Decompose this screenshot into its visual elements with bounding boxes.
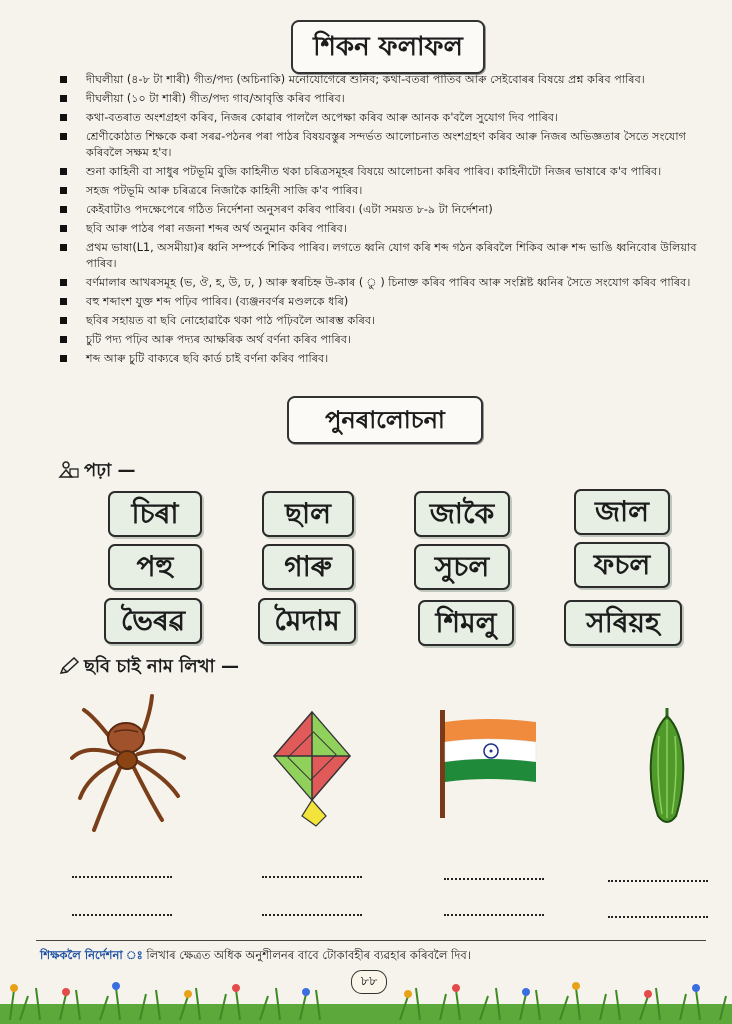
gourd-icon — [644, 706, 690, 828]
review-title: পুনৰালোচনা — [287, 396, 483, 444]
list-item — [60, 221, 710, 237]
list-item — [60, 129, 710, 160]
outcome-text: কথা-বতৰাত অংশগ্ৰহণ কৰিব, নিজৰ কোৱাৰ পাললৈ অপেক্ষা কৰিব আৰু আনক ক'বলৈ সুযোগ দিব পাৰিব। — [86, 111, 559, 125]
read-heading-label: পঢ়া — — [84, 460, 136, 481]
outcome-text: ছবিৰ সহায়ত বা ছবি নোহোৱাকৈ থকা পাঠ পঢ়িবলৈ আৰম্ভ কৰিব। — [86, 314, 376, 328]
spider-icon — [66, 688, 190, 838]
word-card: গাৰু — [262, 544, 354, 590]
pencil-icon — [58, 657, 80, 675]
list-item — [60, 164, 710, 180]
bullet-icon — [60, 76, 67, 83]
learning-outcomes-list — [60, 72, 710, 370]
word-card: জাল — [574, 489, 670, 535]
word-card: জাকৈ — [414, 491, 510, 537]
bullet-icon — [60, 336, 67, 343]
outcome-text: শুনা কাহিনী বা সাধুৰ পটভূমি বুজি কাহিনীত থকা চৰিত্ৰসমূহৰ বিষয়ে আলোচনা কৰিব পাৰিব। কাহিনীটো নিজৰ ভাষাৰে ক'ব পাৰিব। — [86, 164, 662, 178]
list-item — [60, 240, 710, 271]
kite-icon — [266, 708, 358, 830]
learning-outcomes-title: শিকন ফলাফল — [291, 20, 485, 74]
outcome-text: বহু শব্দাংশ যুক্ত শব্দ পঢ়িব পাৰিব। (ব্যঞ্জনবৰ্ণৰ মণ্ডলকে ধৰি) — [86, 294, 349, 308]
bullet-icon — [60, 225, 67, 232]
outcome-text: চুটি পদ্য পঢ়িব আৰু পদ্যৰ আক্ষৰিক অৰ্থ বৰ্ণনা কৰিব পাৰিব। — [86, 333, 352, 347]
list-item — [60, 313, 710, 329]
bullet-icon — [60, 279, 67, 286]
answer-line[interactable] — [262, 876, 362, 878]
answer-line[interactable] — [262, 914, 362, 916]
word-card: সুচল — [414, 544, 510, 590]
teacher-note-label: শিক্ষকলৈ নিৰ্দেশনা ঃ — [40, 948, 143, 962]
word-card: শিমলু — [418, 600, 514, 646]
bullet-icon — [60, 95, 67, 102]
footer-divider — [36, 940, 706, 941]
answer-line[interactable] — [444, 914, 544, 916]
outcome-text: শ্ৰেণীকোঠাত শিক্ষকে কৰা সৰৱ-পঠনৰ পৰা পাঠৰ বিষয়বস্তুৰ সন্দৰ্ভত আলোচনাত অংশগ্ৰহণ কৰিব আৰু নিজৰ অভিজ্ঞতাৰ সৈতে সংযোগ কৰিবলৈ সক্ষম হ'ব। — [86, 130, 686, 159]
page-number: ৮৮ — [351, 970, 387, 994]
list-item — [60, 294, 710, 310]
list-item — [60, 91, 710, 107]
word-card: চিৰা — [108, 491, 202, 537]
outcome-text: ছবি আৰু পাঠৰ পৰা নজনা শব্দৰ অৰ্থ অনুমান কৰিব পাৰিব। — [86, 222, 347, 236]
bullet-icon — [60, 168, 67, 175]
answer-line[interactable] — [72, 876, 172, 878]
bullet-icon — [60, 206, 67, 213]
answer-line[interactable] — [608, 916, 708, 918]
answer-line[interactable] — [72, 914, 172, 916]
bullet-icon — [60, 244, 67, 251]
bullet-icon — [60, 114, 67, 121]
list-item — [60, 72, 710, 88]
list-item — [60, 202, 710, 218]
list-item — [60, 351, 710, 367]
bullet-icon — [60, 355, 67, 362]
outcome-text: বৰ্ণমালাৰ আখৰসমূহ (ভ, ঔ, হ, উ, ঢ, ) আৰু স্বৰচিহ্ন উ-কাৰ ( ু ) চিনাক্ত কৰিব পাৰিব আৰু সংশ্লিষ্ট ধ্বনিৰ সৈতে সংযোগ কৰিব পাৰিব। — [86, 275, 691, 289]
teacher-note-text: লিখাৰ ক্ষেত্ৰত অধিক অনুশীলনৰ বাবে টোকাবহীৰ ব্যৱহাৰ কৰিবলৈ দিব। — [146, 948, 471, 962]
answer-line[interactable] — [444, 878, 544, 880]
write-heading-label: ছবি চাই নাম লিখা — — [84, 656, 239, 677]
outcome-text: সহজ পটভূমি আৰু চৰিত্ৰৰে নিজাকৈ কাহিনী সাজি ক'ব পাৰিব। — [86, 183, 363, 197]
bullet-icon — [60, 317, 67, 324]
word-card: মৈদাম — [258, 598, 356, 644]
list-item — [60, 275, 710, 291]
bullet-icon — [60, 187, 67, 194]
bullet-icon — [60, 133, 67, 140]
flag-icon — [436, 708, 540, 820]
word-card: ছাল — [262, 491, 354, 537]
list-item — [60, 183, 710, 199]
word-card: ফচল — [574, 542, 670, 588]
word-card: সৰিয়হ — [564, 600, 682, 646]
reading-icon — [58, 461, 80, 479]
outcome-text: দীঘলীয়া (১০ টা শাৰী) গীত/পদ্য গাব/আবৃত্তি কৰিব পাৰিব। — [86, 92, 345, 106]
outcome-text: দীঘলীয়া (৪-৮ টা শাৰী) গীত/পদ্য (অচিনাকি) মনোযোগেৰে শুনিব; কথা-বতৰা পাতিব আৰু সেইবোৰৰ বিষয়ে প্ৰশ্ন কৰিব পাৰিব। — [86, 73, 645, 86]
word-card: পহু — [108, 544, 202, 590]
outcome-text: কেইবাটাও পদক্ষেপেৰে গঠিত নিৰ্দেশনা অনুসৰণ কৰিব পাৰিব। (এটা সময়ত ৮-৯ টা নিৰ্দেশনা) — [86, 203, 493, 217]
write-heading — [58, 652, 239, 683]
answer-line[interactable] — [608, 880, 708, 882]
outcome-text: প্ৰথম ভাষা(L1, অসমীয়া)ৰ ধ্বনি সম্পৰ্কে শিকিব পাৰিব। লগতে ধ্বনি যোগ কৰি শব্দ গঠন কৰিবলৈ শিকিব আৰু শব্দ ভাঙি ধ্বনিবোৰ উলিয়াব পাৰিব। — [86, 241, 697, 270]
word-card: ভৈৰৱ — [104, 598, 202, 644]
list-item — [60, 332, 710, 348]
read-heading — [58, 456, 136, 487]
bullet-icon — [60, 298, 67, 305]
list-item — [60, 110, 710, 126]
outcome-text: শব্দ আৰু চুটি বাক্যৰে ছবি কাৰ্ড চাই বৰ্ণনা কৰিব পাৰিব। — [86, 352, 329, 366]
